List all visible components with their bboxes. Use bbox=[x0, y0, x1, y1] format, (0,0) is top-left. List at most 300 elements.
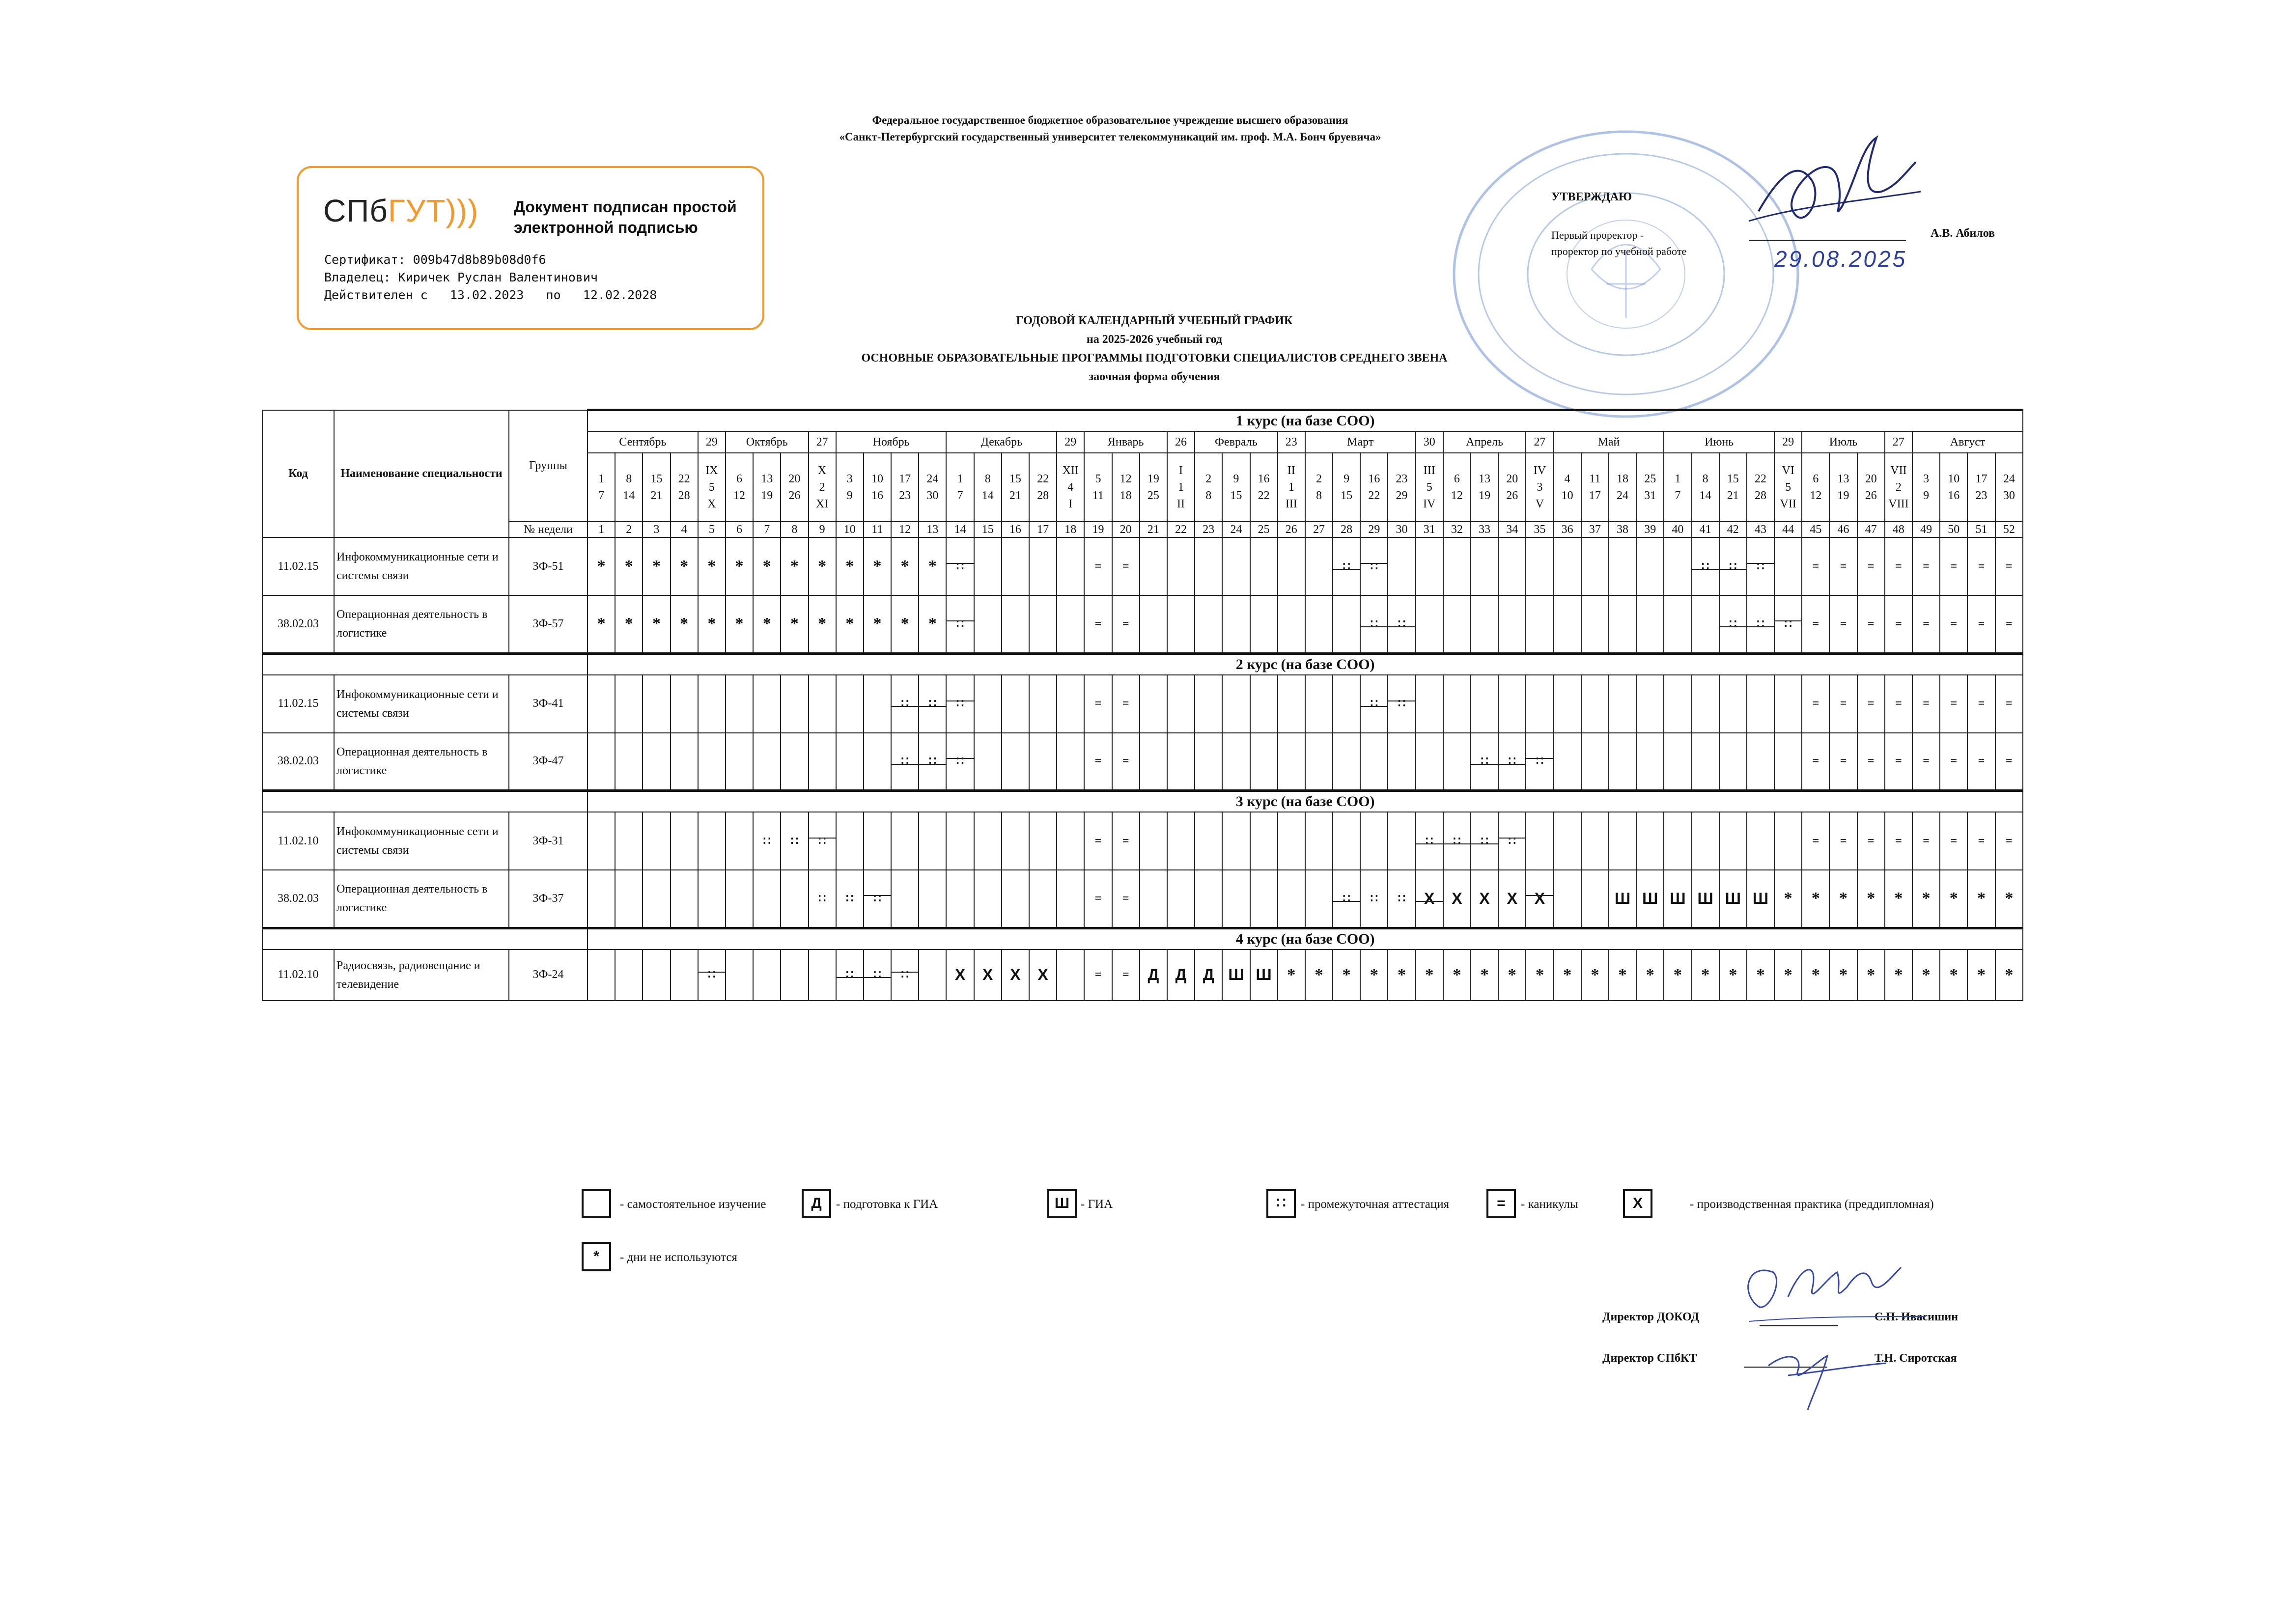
schedule-symbol: = bbox=[1122, 755, 1129, 768]
schedule-cell bbox=[1774, 675, 1802, 733]
schedule-cell bbox=[698, 870, 726, 928]
schedule-cell bbox=[1140, 950, 1167, 1001]
schedule-cell bbox=[1719, 950, 1747, 1001]
schedule-symbol: = bbox=[1840, 834, 1847, 847]
schedule-cell bbox=[1664, 675, 1691, 733]
schedule-cell bbox=[1581, 870, 1609, 928]
schedule-symbol: = bbox=[1122, 892, 1129, 905]
schedule-cell bbox=[1554, 950, 1581, 1001]
schedule-symbol: ∷ bbox=[1757, 617, 1764, 631]
legend-label: - промежуточная аттестация bbox=[1301, 1198, 1450, 1211]
week-dates: 19 25 bbox=[1140, 453, 1167, 522]
group-code: ЗФ-31 bbox=[509, 812, 588, 870]
week-dates: 15 21 bbox=[643, 453, 670, 522]
column-header-name: Наименование специальности bbox=[334, 410, 509, 538]
week-dates: 24 30 bbox=[919, 453, 946, 522]
schedule-symbol: ∷ bbox=[873, 892, 881, 905]
schedule-symbol: * bbox=[624, 615, 633, 633]
schedule-cell bbox=[1912, 537, 1940, 595]
month-header: Июнь bbox=[1664, 431, 1774, 453]
week-dates: 20 26 bbox=[781, 453, 808, 522]
director-2-name: Т.Н. Сиротская bbox=[1875, 1352, 1957, 1365]
schedule-cell bbox=[1416, 733, 1443, 791]
week-dates: 4 10 bbox=[1554, 453, 1581, 522]
schedule-cell bbox=[753, 950, 781, 1001]
schedule-cell bbox=[1360, 675, 1388, 733]
schedule-symbol: ∷ bbox=[1536, 755, 1544, 768]
schedule-cell bbox=[1747, 537, 1774, 595]
schedule-symbol: = bbox=[1895, 617, 1902, 630]
approval-name: А.В. Абилов bbox=[1931, 227, 1995, 240]
week-number: 30 bbox=[1388, 522, 1415, 537]
schedule-cell bbox=[726, 950, 753, 1001]
schedule-cell bbox=[1305, 812, 1333, 870]
schedule-symbol: ∷ bbox=[1343, 560, 1350, 573]
month-header: 29 bbox=[1774, 431, 1802, 453]
week-number: 34 bbox=[1498, 522, 1526, 537]
schedule-symbol: * bbox=[1949, 965, 1958, 984]
schedule-cell bbox=[1609, 812, 1636, 870]
schedule-cell bbox=[1692, 675, 1719, 733]
schedule-cell bbox=[1885, 950, 1912, 1001]
schedule-cell bbox=[1167, 812, 1195, 870]
schedule-symbol: ∷ bbox=[956, 755, 964, 768]
schedule-cell bbox=[615, 595, 643, 653]
week-number: 25 bbox=[1250, 522, 1278, 537]
week-dates: I 1 II bbox=[1167, 453, 1195, 522]
schedule-symbol: = bbox=[1867, 560, 1875, 573]
schedule-symbol: * bbox=[652, 615, 661, 633]
schedule-cell bbox=[1912, 950, 1940, 1001]
schedule-cell bbox=[1609, 870, 1636, 928]
schedule-cell bbox=[946, 870, 974, 928]
schedule-cell bbox=[946, 733, 974, 791]
week-dates: 3 9 bbox=[1912, 453, 1940, 522]
schedule-symbol: = bbox=[1122, 697, 1129, 710]
week-number: 19 bbox=[1084, 522, 1112, 537]
schedule-cell bbox=[946, 595, 974, 653]
schedule-symbol: * bbox=[1839, 889, 1848, 908]
schedule-cell bbox=[1140, 733, 1167, 791]
week-dates: 15 21 bbox=[1719, 453, 1747, 522]
schedule-cell bbox=[781, 812, 808, 870]
schedule-symbol: * bbox=[2005, 889, 2014, 908]
esign-owner: Владелец: Киричек Руслан Валентинович bbox=[324, 270, 598, 284]
week-dates: III 5 IV bbox=[1416, 453, 1443, 522]
schedule-symbol: * bbox=[845, 557, 854, 575]
schedule-cell bbox=[1057, 950, 1084, 1001]
schedule-cell bbox=[1526, 595, 1553, 653]
week-dates: 2 8 bbox=[1195, 453, 1222, 522]
schedule-cell bbox=[1140, 675, 1167, 733]
schedule-cell bbox=[588, 733, 615, 791]
course-title: 3 курс (на базе СОО) bbox=[588, 791, 2023, 812]
schedule-cell bbox=[671, 537, 698, 595]
schedule-cell bbox=[1912, 595, 1940, 653]
specialty-name: Операционная деятельность в логистике bbox=[334, 595, 509, 653]
schedule-cell bbox=[1967, 950, 1995, 1001]
week-dates: 1 7 bbox=[946, 453, 974, 522]
week-dates: 15 21 bbox=[1002, 453, 1029, 522]
schedule-cell bbox=[1857, 812, 1885, 870]
week-number: 50 bbox=[1940, 522, 1967, 537]
schedule-cell bbox=[1609, 595, 1636, 653]
week-number: 28 bbox=[1333, 522, 1360, 537]
schedule-symbol: * bbox=[1811, 965, 1820, 984]
schedule-cell bbox=[1829, 675, 1857, 733]
schedule-symbol: * bbox=[680, 557, 689, 575]
schedule-symbol: ∷ bbox=[901, 698, 909, 710]
schedule-cell bbox=[1112, 675, 1140, 733]
week-number: 46 bbox=[1829, 522, 1857, 537]
month-header: 26 bbox=[1167, 431, 1195, 453]
schedule-cell bbox=[1195, 537, 1222, 595]
schedule-cell bbox=[1554, 733, 1581, 791]
schedule-cell bbox=[1388, 675, 1415, 733]
org-line-2: «Санкт-Петербургский государственный университет телекоммуникаций им. проф. М.А. Бонч бруевича» bbox=[839, 131, 1381, 143]
week-number: 14 bbox=[946, 522, 974, 537]
director-1-role: Директор ДОКОД bbox=[1602, 1311, 1699, 1323]
schedule-cell bbox=[1084, 595, 1112, 653]
week-dates: 10 16 bbox=[864, 453, 891, 522]
week-dates: 1 7 bbox=[588, 453, 615, 522]
schedule-cell bbox=[1416, 950, 1443, 1001]
legend-symbol-box: Д bbox=[802, 1189, 831, 1218]
schedule-cell bbox=[1029, 950, 1057, 1001]
schedule-table bbox=[262, 409, 2023, 1001]
schedule-cell bbox=[1940, 950, 1967, 1001]
week-dates: 8 14 bbox=[1692, 453, 1719, 522]
schedule-symbol: ∷ bbox=[1729, 560, 1737, 573]
schedule-symbol: = bbox=[1950, 560, 1958, 573]
schedule-cell bbox=[1554, 870, 1581, 928]
week-dates: IV 3 V bbox=[1526, 453, 1553, 522]
document-form: заочная форма обучения bbox=[1089, 370, 1220, 383]
schedule-cell bbox=[1305, 870, 1333, 928]
schedule-symbol: = bbox=[1895, 697, 1902, 710]
schedule-symbol: * bbox=[597, 557, 606, 575]
schedule-cell bbox=[1084, 950, 1112, 1001]
schedule-cell bbox=[1995, 733, 2023, 791]
schedule-cell bbox=[1829, 537, 1857, 595]
schedule-cell bbox=[1885, 537, 1912, 595]
schedule-cell bbox=[615, 812, 643, 870]
schedule-cell bbox=[1167, 537, 1195, 595]
document-title: ГОДОВОЙ КАЛЕНДАРНЫЙ УЧЕБНЫЙ ГРАФИК bbox=[1016, 314, 1293, 327]
week-number: 37 bbox=[1581, 522, 1609, 537]
schedule-symbol: ∷ bbox=[1453, 835, 1461, 848]
schedule-cell bbox=[891, 812, 919, 870]
schedule-symbol: * bbox=[1673, 965, 1682, 984]
schedule-cell bbox=[1774, 870, 1802, 928]
month-header: Февраль bbox=[1195, 431, 1278, 453]
schedule-cell bbox=[726, 537, 753, 595]
schedule-symbol: = bbox=[1923, 755, 1930, 768]
schedule-cell bbox=[1967, 812, 1995, 870]
schedule-cell bbox=[1692, 595, 1719, 653]
schedule-cell bbox=[1774, 537, 1802, 595]
schedule-cell bbox=[1857, 733, 1885, 791]
document-title-block bbox=[688, 311, 1621, 386]
schedule-cell bbox=[1002, 675, 1029, 733]
schedule-cell bbox=[1084, 812, 1112, 870]
month-header: 27 bbox=[1885, 431, 1912, 453]
schedule-cell bbox=[1388, 870, 1415, 928]
schedule-cell bbox=[698, 812, 726, 870]
schedule-cell bbox=[1581, 595, 1609, 653]
schedule-cell bbox=[1967, 870, 1995, 928]
specialty-code: 38.02.03 bbox=[262, 733, 334, 791]
schedule-symbol: * bbox=[900, 615, 909, 633]
schedule-cell bbox=[671, 950, 698, 1001]
week-number: 23 bbox=[1195, 522, 1222, 537]
week-number: 33 bbox=[1471, 522, 1498, 537]
director-2-role: Директор СПбКТ bbox=[1602, 1352, 1697, 1365]
week-number: 10 bbox=[836, 522, 864, 537]
schedule-cell bbox=[1002, 595, 1029, 653]
schedule-cell bbox=[1057, 812, 1084, 870]
schedule-cell bbox=[1140, 537, 1167, 595]
schedule-cell bbox=[891, 675, 919, 733]
schedule-cell bbox=[1581, 537, 1609, 595]
schedule-symbol: = bbox=[1122, 617, 1129, 630]
week-dates: 17 23 bbox=[1967, 453, 1995, 522]
schedule-cell bbox=[1084, 733, 1112, 791]
schedule-symbol: * bbox=[1729, 965, 1737, 984]
schedule-cell bbox=[1195, 675, 1222, 733]
schedule-cell bbox=[1554, 595, 1581, 653]
schedule-symbol: * bbox=[597, 615, 606, 633]
schedule-cell bbox=[1967, 733, 1995, 791]
schedule-symbol: = bbox=[1122, 968, 1129, 981]
schedule-cell bbox=[1140, 870, 1167, 928]
schedule-cell bbox=[1333, 812, 1360, 870]
schedule-cell bbox=[809, 675, 836, 733]
schedule-cell bbox=[1471, 870, 1498, 928]
schedule-cell bbox=[1885, 870, 1912, 928]
schedule-symbol: * bbox=[707, 557, 716, 575]
schedule-symbol: ∷ bbox=[1729, 617, 1737, 631]
schedule-cell bbox=[1719, 595, 1747, 653]
schedule-symbol: = bbox=[1923, 697, 1930, 710]
group-code: ЗФ-57 bbox=[509, 595, 588, 653]
week-number: 24 bbox=[1222, 522, 1250, 537]
schedule-cell bbox=[1471, 675, 1498, 733]
specialty-name: Инфокоммуникационные сети и системы связи bbox=[334, 537, 509, 595]
schedule-cell bbox=[1305, 733, 1333, 791]
schedule-cell bbox=[781, 537, 808, 595]
schedule-cell bbox=[698, 595, 726, 653]
schedule-cell bbox=[1140, 812, 1167, 870]
schedule-symbol: ∷ bbox=[1398, 892, 1406, 905]
schedule-symbol: X bbox=[1479, 889, 1490, 907]
month-header: Декабрь bbox=[946, 431, 1057, 453]
schedule-cell bbox=[1498, 595, 1526, 653]
schedule-symbol: = bbox=[1094, 834, 1102, 847]
schedule-symbol: * bbox=[818, 615, 827, 633]
schedule-cell bbox=[1222, 950, 1250, 1001]
schedule-cell bbox=[1498, 950, 1526, 1001]
schedule-symbol: = bbox=[1895, 755, 1902, 768]
schedule-cell bbox=[1940, 675, 1967, 733]
schedule-cell bbox=[726, 675, 753, 733]
schedule-cell bbox=[726, 870, 753, 928]
schedule-cell bbox=[946, 537, 974, 595]
week-dates: 20 26 bbox=[1857, 453, 1885, 522]
week-number: 35 bbox=[1526, 522, 1553, 537]
month-header: 29 bbox=[1057, 431, 1084, 453]
week-dates: 13 19 bbox=[1829, 453, 1857, 522]
schedule-cell bbox=[1526, 870, 1553, 928]
schedule-symbol: X bbox=[1534, 889, 1545, 907]
schedule-cell bbox=[615, 950, 643, 1001]
legend-symbol-box: X bbox=[1623, 1189, 1652, 1218]
legend-symbol-box: Ш bbox=[1047, 1189, 1077, 1218]
schedule-cell bbox=[1250, 537, 1278, 595]
schedule-symbol: = bbox=[1978, 617, 1985, 630]
schedule-cell bbox=[1360, 733, 1388, 791]
schedule-cell bbox=[864, 595, 891, 653]
schedule-symbol: * bbox=[1701, 965, 1710, 984]
schedule-cell bbox=[1829, 950, 1857, 1001]
group-code: ЗФ-41 bbox=[509, 675, 588, 733]
schedule-cell bbox=[836, 950, 864, 1001]
schedule-cell bbox=[974, 812, 1002, 870]
schedule-cell bbox=[1526, 812, 1553, 870]
schedule-cell bbox=[974, 537, 1002, 595]
schedule-symbol: ∷ bbox=[1370, 560, 1378, 573]
schedule-cell bbox=[1002, 870, 1029, 928]
schedule-cell bbox=[1222, 870, 1250, 928]
schedule-cell bbox=[1829, 733, 1857, 791]
schedule-cell bbox=[781, 950, 808, 1001]
schedule-cell bbox=[891, 733, 919, 791]
schedule-cell bbox=[1278, 595, 1305, 653]
specialty-code: 38.02.03 bbox=[262, 595, 334, 653]
schedule-cell bbox=[1526, 733, 1553, 791]
schedule-symbol: * bbox=[873, 615, 882, 633]
schedule-cell bbox=[1029, 675, 1057, 733]
week-number: 3 bbox=[643, 522, 670, 537]
schedule-cell bbox=[1802, 595, 1829, 653]
week-dates: 9 15 bbox=[1333, 453, 1360, 522]
schedule-symbol: = bbox=[1094, 892, 1102, 905]
schedule-symbol: * bbox=[818, 557, 827, 575]
group-code: ЗФ-24 bbox=[509, 950, 588, 1001]
week-dates: 18 24 bbox=[1609, 453, 1636, 522]
schedule-cell bbox=[891, 595, 919, 653]
schedule-cell bbox=[1802, 870, 1829, 928]
organization-name bbox=[639, 112, 1582, 145]
schedule-cell bbox=[1305, 537, 1333, 595]
schedule-cell bbox=[1940, 812, 1967, 870]
schedule-cell bbox=[1802, 812, 1829, 870]
schedule-symbol: = bbox=[1094, 560, 1102, 573]
schedule-symbol: ∷ bbox=[956, 698, 964, 710]
document-programs: ОСНОВНЫЕ ОБРАЗОВАТЕЛЬНЫЕ ПРОГРАММЫ ПОДГОТОВКИ СПЕЦИАЛИСТОВ СРЕДНЕГО ЗВЕНА bbox=[861, 352, 1448, 364]
schedule-cell bbox=[864, 812, 891, 870]
week-number: 51 bbox=[1967, 522, 1995, 537]
schedule-cell bbox=[864, 950, 891, 1001]
schedule-symbol: * bbox=[1867, 965, 1875, 984]
schedule-cell bbox=[891, 950, 919, 1001]
schedule-symbol: ∷ bbox=[1398, 698, 1406, 710]
schedule-cell bbox=[1195, 733, 1222, 791]
schedule-cell bbox=[1526, 675, 1553, 733]
week-dates: 16 22 bbox=[1250, 453, 1278, 522]
schedule-symbol: ∷ bbox=[818, 892, 826, 905]
schedule-cell bbox=[1167, 733, 1195, 791]
schedule-cell bbox=[1802, 733, 1829, 791]
schedule-symbol: ∷ bbox=[846, 969, 854, 981]
week-number: 21 bbox=[1140, 522, 1167, 537]
schedule-cell bbox=[1664, 537, 1691, 595]
week-number: 7 bbox=[753, 522, 781, 537]
week-number: 36 bbox=[1554, 522, 1581, 537]
schedule-cell bbox=[1140, 595, 1167, 653]
schedule-cell bbox=[1416, 675, 1443, 733]
org-line-1: Федеральное государственное бюджетное образовательное учреждение высшего образования bbox=[872, 114, 1348, 126]
schedule-symbol: * bbox=[1977, 889, 1986, 908]
week-number: 8 bbox=[781, 522, 808, 537]
schedule-cell bbox=[1692, 870, 1719, 928]
approval-date: 29.08.2025 bbox=[1774, 246, 1907, 272]
schedule-cell bbox=[1692, 812, 1719, 870]
schedule-symbol: ∷ bbox=[1757, 560, 1764, 573]
schedule-symbol: = bbox=[1950, 617, 1958, 630]
schedule-symbol: = bbox=[1122, 560, 1129, 573]
schedule-cell bbox=[1057, 537, 1084, 595]
schedule-symbol: * bbox=[790, 615, 799, 633]
schedule-cell bbox=[1995, 950, 2023, 1001]
week-number: 45 bbox=[1802, 522, 1829, 537]
week-dates: VII 2 VIII bbox=[1885, 453, 1912, 522]
schedule-symbol: ∷ bbox=[846, 892, 854, 905]
schedule-symbol: * bbox=[1646, 965, 1654, 984]
schedule-cell bbox=[753, 733, 781, 791]
schedule-cell bbox=[946, 950, 974, 1001]
schedule-cell bbox=[643, 537, 670, 595]
week-number: 44 bbox=[1774, 522, 1802, 537]
schedule-cell bbox=[1333, 950, 1360, 1001]
specialty-name: Радиосвязь, радиовещание и телевидение bbox=[334, 950, 509, 1001]
schedule-cell bbox=[1250, 595, 1278, 653]
schedule-cell bbox=[1774, 595, 1802, 653]
schedule-cell bbox=[1222, 537, 1250, 595]
esign-cert: Сертификат: 009b47d8b89b08d0f6 bbox=[324, 252, 546, 267]
schedule-symbol: * bbox=[1535, 965, 1544, 984]
schedule-cell bbox=[1278, 950, 1305, 1001]
schedule-symbol: * bbox=[1315, 965, 1323, 984]
specialty-code: 38.02.03 bbox=[262, 870, 334, 928]
specialty-code: 11.02.10 bbox=[262, 950, 334, 1001]
schedule-cell bbox=[1416, 595, 1443, 653]
schedule-symbol: * bbox=[1563, 965, 1572, 984]
schedule-cell bbox=[1636, 733, 1664, 791]
schedule-symbol: ∷ bbox=[1481, 835, 1488, 848]
schedule-cell bbox=[1498, 812, 1526, 870]
schedule-cell bbox=[1774, 950, 1802, 1001]
schedule-cell bbox=[1278, 812, 1305, 870]
schedule-cell bbox=[781, 733, 808, 791]
schedule-cell bbox=[974, 950, 1002, 1001]
group-code: ЗФ-47 bbox=[509, 733, 588, 791]
schedule-cell bbox=[1747, 950, 1774, 1001]
schedule-cell bbox=[1664, 870, 1691, 928]
schedule-cell bbox=[1029, 537, 1057, 595]
schedule-symbol: ∷ bbox=[1426, 835, 1433, 848]
schedule-cell bbox=[643, 812, 670, 870]
